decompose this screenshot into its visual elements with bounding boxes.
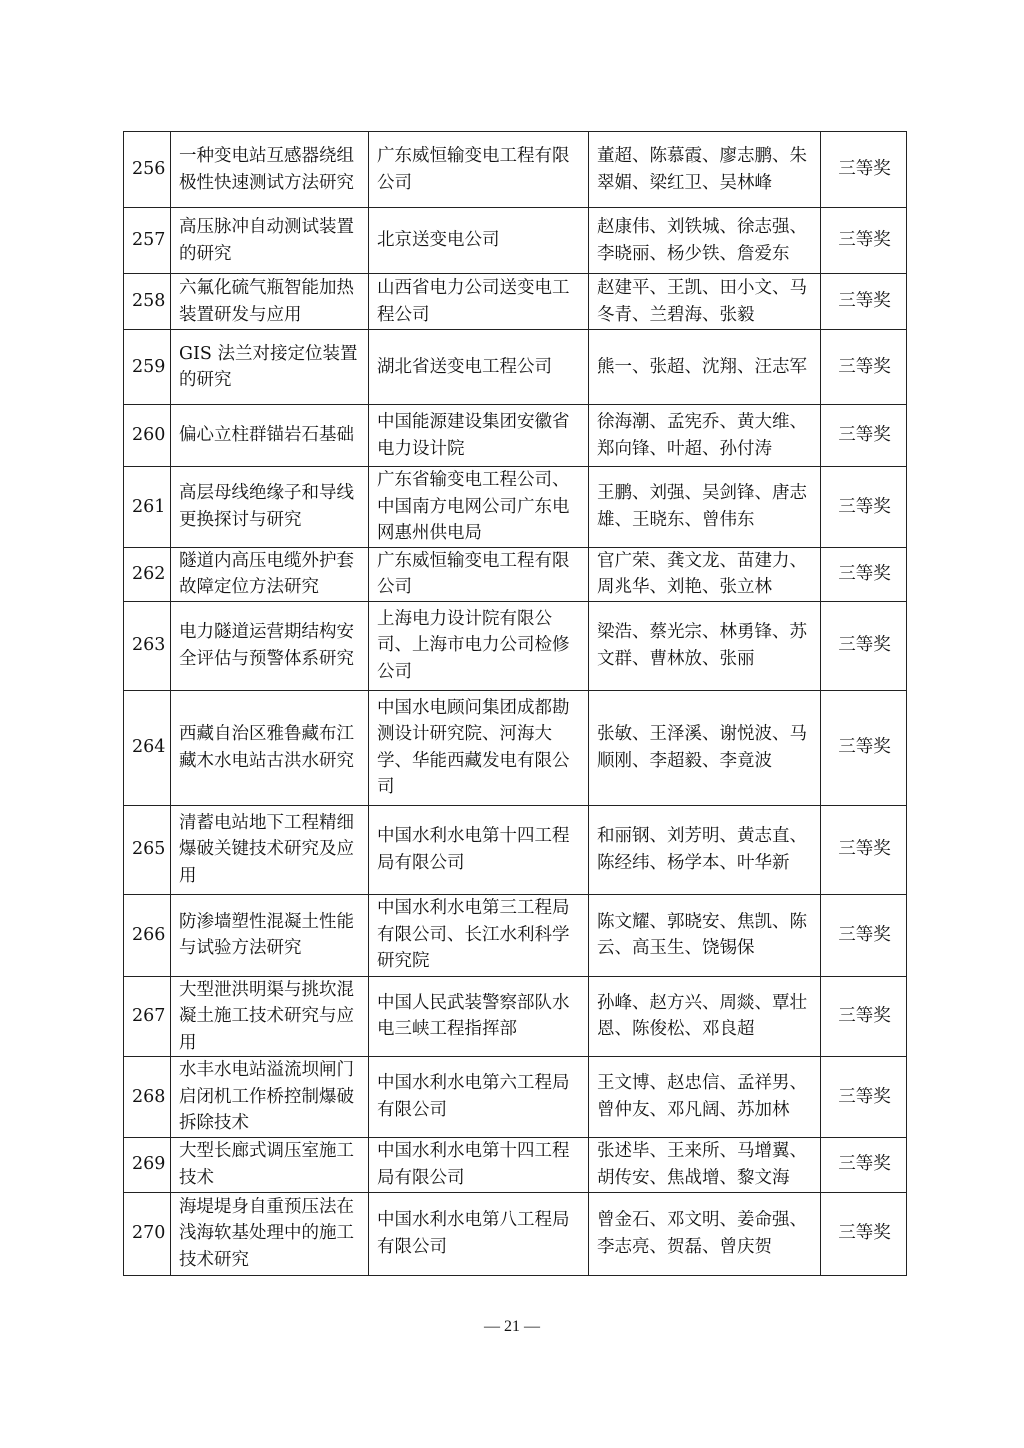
award-level: 三等奖 (821, 547, 907, 601)
table-row (124, 1137, 907, 1192)
row-number: 268 (124, 1057, 171, 1138)
award-level: 三等奖 (821, 274, 907, 330)
row-number: 270 (124, 1192, 171, 1275)
project-title: 西藏自治区雅鲁藏布江藏木水电站古洪水研究 (171, 690, 369, 805)
row-number: 259 (124, 330, 171, 405)
row-number: 266 (124, 894, 171, 976)
table-row (124, 601, 907, 690)
table-row (124, 208, 907, 274)
participants: 王鹏、刘强、吴剑锋、唐志雄、王晓东、曾伟东 (589, 467, 821, 548)
participants: 官广荣、龚文龙、苗建力、周兆华、刘艳、张立林 (589, 547, 821, 601)
awards-table-body (124, 132, 907, 1276)
row-number: 265 (124, 805, 171, 894)
project-title: GIS 法兰对接定位装置的研究 (171, 330, 369, 405)
table-row (124, 274, 907, 330)
table-row (124, 976, 907, 1057)
organization: 广东威恒输变电工程有限公司 (369, 132, 589, 208)
participants: 梁浩、蔡光宗、林勇锋、苏文群、曹林放、张丽 (589, 601, 821, 690)
awards-table (123, 131, 907, 1276)
table-row (124, 405, 907, 467)
project-title: 偏心立柱群锚岩石基础 (171, 405, 369, 467)
table-row (124, 1192, 907, 1275)
participants: 王文博、赵忠信、孟祥男、曾仲友、邓凡阔、苏加林 (589, 1057, 821, 1138)
participants: 和丽钢、刘芳明、黄志直、陈经纬、杨学本、叶华新 (589, 805, 821, 894)
page-number: — 21 — (484, 1318, 540, 1335)
project-title: 清蓄电站地下工程精细爆破关键技术研究及应用 (171, 805, 369, 894)
award-level: 三等奖 (821, 805, 907, 894)
project-title: 六氟化硫气瓶智能加热装置研发与应用 (171, 274, 369, 330)
row-number: 263 (124, 601, 171, 690)
participants: 张敏、王泽溪、谢悦波、马顺刚、李超毅、李竟波 (589, 690, 821, 805)
organization: 中国能源建设集团安徽省电力设计院 (369, 405, 589, 467)
organization: 中国水利水电第十四工程局有限公司 (369, 805, 589, 894)
project-title: 隧道内高压电缆外护套故障定位方法研究 (171, 547, 369, 601)
table-row (124, 330, 907, 405)
project-title: 高层母线绝缘子和导线更换探讨与研究 (171, 467, 369, 548)
organization: 中国水利水电第十四工程局有限公司 (369, 1137, 589, 1192)
table-row (124, 894, 907, 976)
participants: 陈文耀、郭晓安、焦凯、陈云、高玉生、饶锡保 (589, 894, 821, 976)
participants: 赵建平、王凯、田小文、马冬青、兰碧海、张毅 (589, 274, 821, 330)
organization: 中国人民武装警察部队水电三峡工程指挥部 (369, 976, 589, 1057)
row-number: 269 (124, 1137, 171, 1192)
participants: 孙峰、赵方兴、周燚、覃壮恩、陈俊松、邓良超 (589, 976, 821, 1057)
project-title: 一种变电站互感器绕组极性快速测试方法研究 (171, 132, 369, 208)
award-level: 三等奖 (821, 132, 907, 208)
award-level: 三等奖 (821, 894, 907, 976)
row-number: 264 (124, 690, 171, 805)
award-level: 三等奖 (821, 208, 907, 274)
participants: 曾金石、邓文明、姜命强、李志亮、贺磊、曾庆贺 (589, 1192, 821, 1275)
participants: 董超、陈慕霞、廖志鹏、朱翠媚、梁红卫、吴林峰 (589, 132, 821, 208)
participants: 徐海潮、孟宪乔、黄大维、郑向锋、叶超、孙付涛 (589, 405, 821, 467)
award-level: 三等奖 (821, 1057, 907, 1138)
row-number: 262 (124, 547, 171, 601)
organization: 北京送变电公司 (369, 208, 589, 274)
table-row (124, 467, 907, 548)
award-level: 三等奖 (821, 467, 907, 548)
table-row (124, 805, 907, 894)
project-title: 高压脉冲自动测试装置的研究 (171, 208, 369, 274)
organization: 中国水利水电第六工程局有限公司 (369, 1057, 589, 1138)
participants: 张述毕、王来所、马增翼、胡传安、焦战增、黎文海 (589, 1137, 821, 1192)
award-level: 三等奖 (821, 976, 907, 1057)
row-number: 258 (124, 274, 171, 330)
row-number: 260 (124, 405, 171, 467)
project-title: 大型泄洪明渠与挑坎混凝土施工技术研究与应用 (171, 976, 369, 1057)
row-number: 267 (124, 976, 171, 1057)
project-title: 水丰水电站溢流坝闸门启闭机工作桥控制爆破拆除技术 (171, 1057, 369, 1138)
participants: 赵康伟、刘铁城、徐志强、李晓丽、杨少铁、詹爱东 (589, 208, 821, 274)
organization: 中国水利水电第三工程局有限公司、长江水利科学研究院 (369, 894, 589, 976)
table-row (124, 690, 907, 805)
organization: 中国水利水电第八工程局有限公司 (369, 1192, 589, 1275)
award-level: 三等奖 (821, 405, 907, 467)
organization: 山西省电力公司送变电工程公司 (369, 274, 589, 330)
project-title: 大型长廊式调压室施工技术 (171, 1137, 369, 1192)
row-number: 256 (124, 132, 171, 208)
row-number: 257 (124, 208, 171, 274)
award-level: 三等奖 (821, 330, 907, 405)
award-level: 三等奖 (821, 690, 907, 805)
organization: 广东省输变电工程公司、中国南方电网公司广东电网惠州供电局 (369, 467, 589, 548)
project-title: 海堤堤身自重预压法在浅海软基处理中的施工技术研究 (171, 1192, 369, 1275)
project-title: 电力隧道运营期结构安全评估与预警体系研究 (171, 601, 369, 690)
table-row (124, 547, 907, 601)
organization: 广东威恒输变电工程有限公司 (369, 547, 589, 601)
project-title: 防渗墙塑性混凝土性能与试验方法研究 (171, 894, 369, 976)
award-level: 三等奖 (821, 1192, 907, 1275)
table-row (124, 132, 907, 208)
award-level: 三等奖 (821, 1137, 907, 1192)
organization: 上海电力设计院有限公司、上海市电力公司检修公司 (369, 601, 589, 690)
table-row (124, 1057, 907, 1138)
organization: 湖北省送变电工程公司 (369, 330, 589, 405)
organization: 中国水电顾问集团成都勘测设计研究院、河海大学、华能西藏发电有限公司 (369, 690, 589, 805)
participants: 熊一、张超、沈翔、汪志军 (589, 330, 821, 405)
award-level: 三等奖 (821, 601, 907, 690)
row-number: 261 (124, 467, 171, 548)
